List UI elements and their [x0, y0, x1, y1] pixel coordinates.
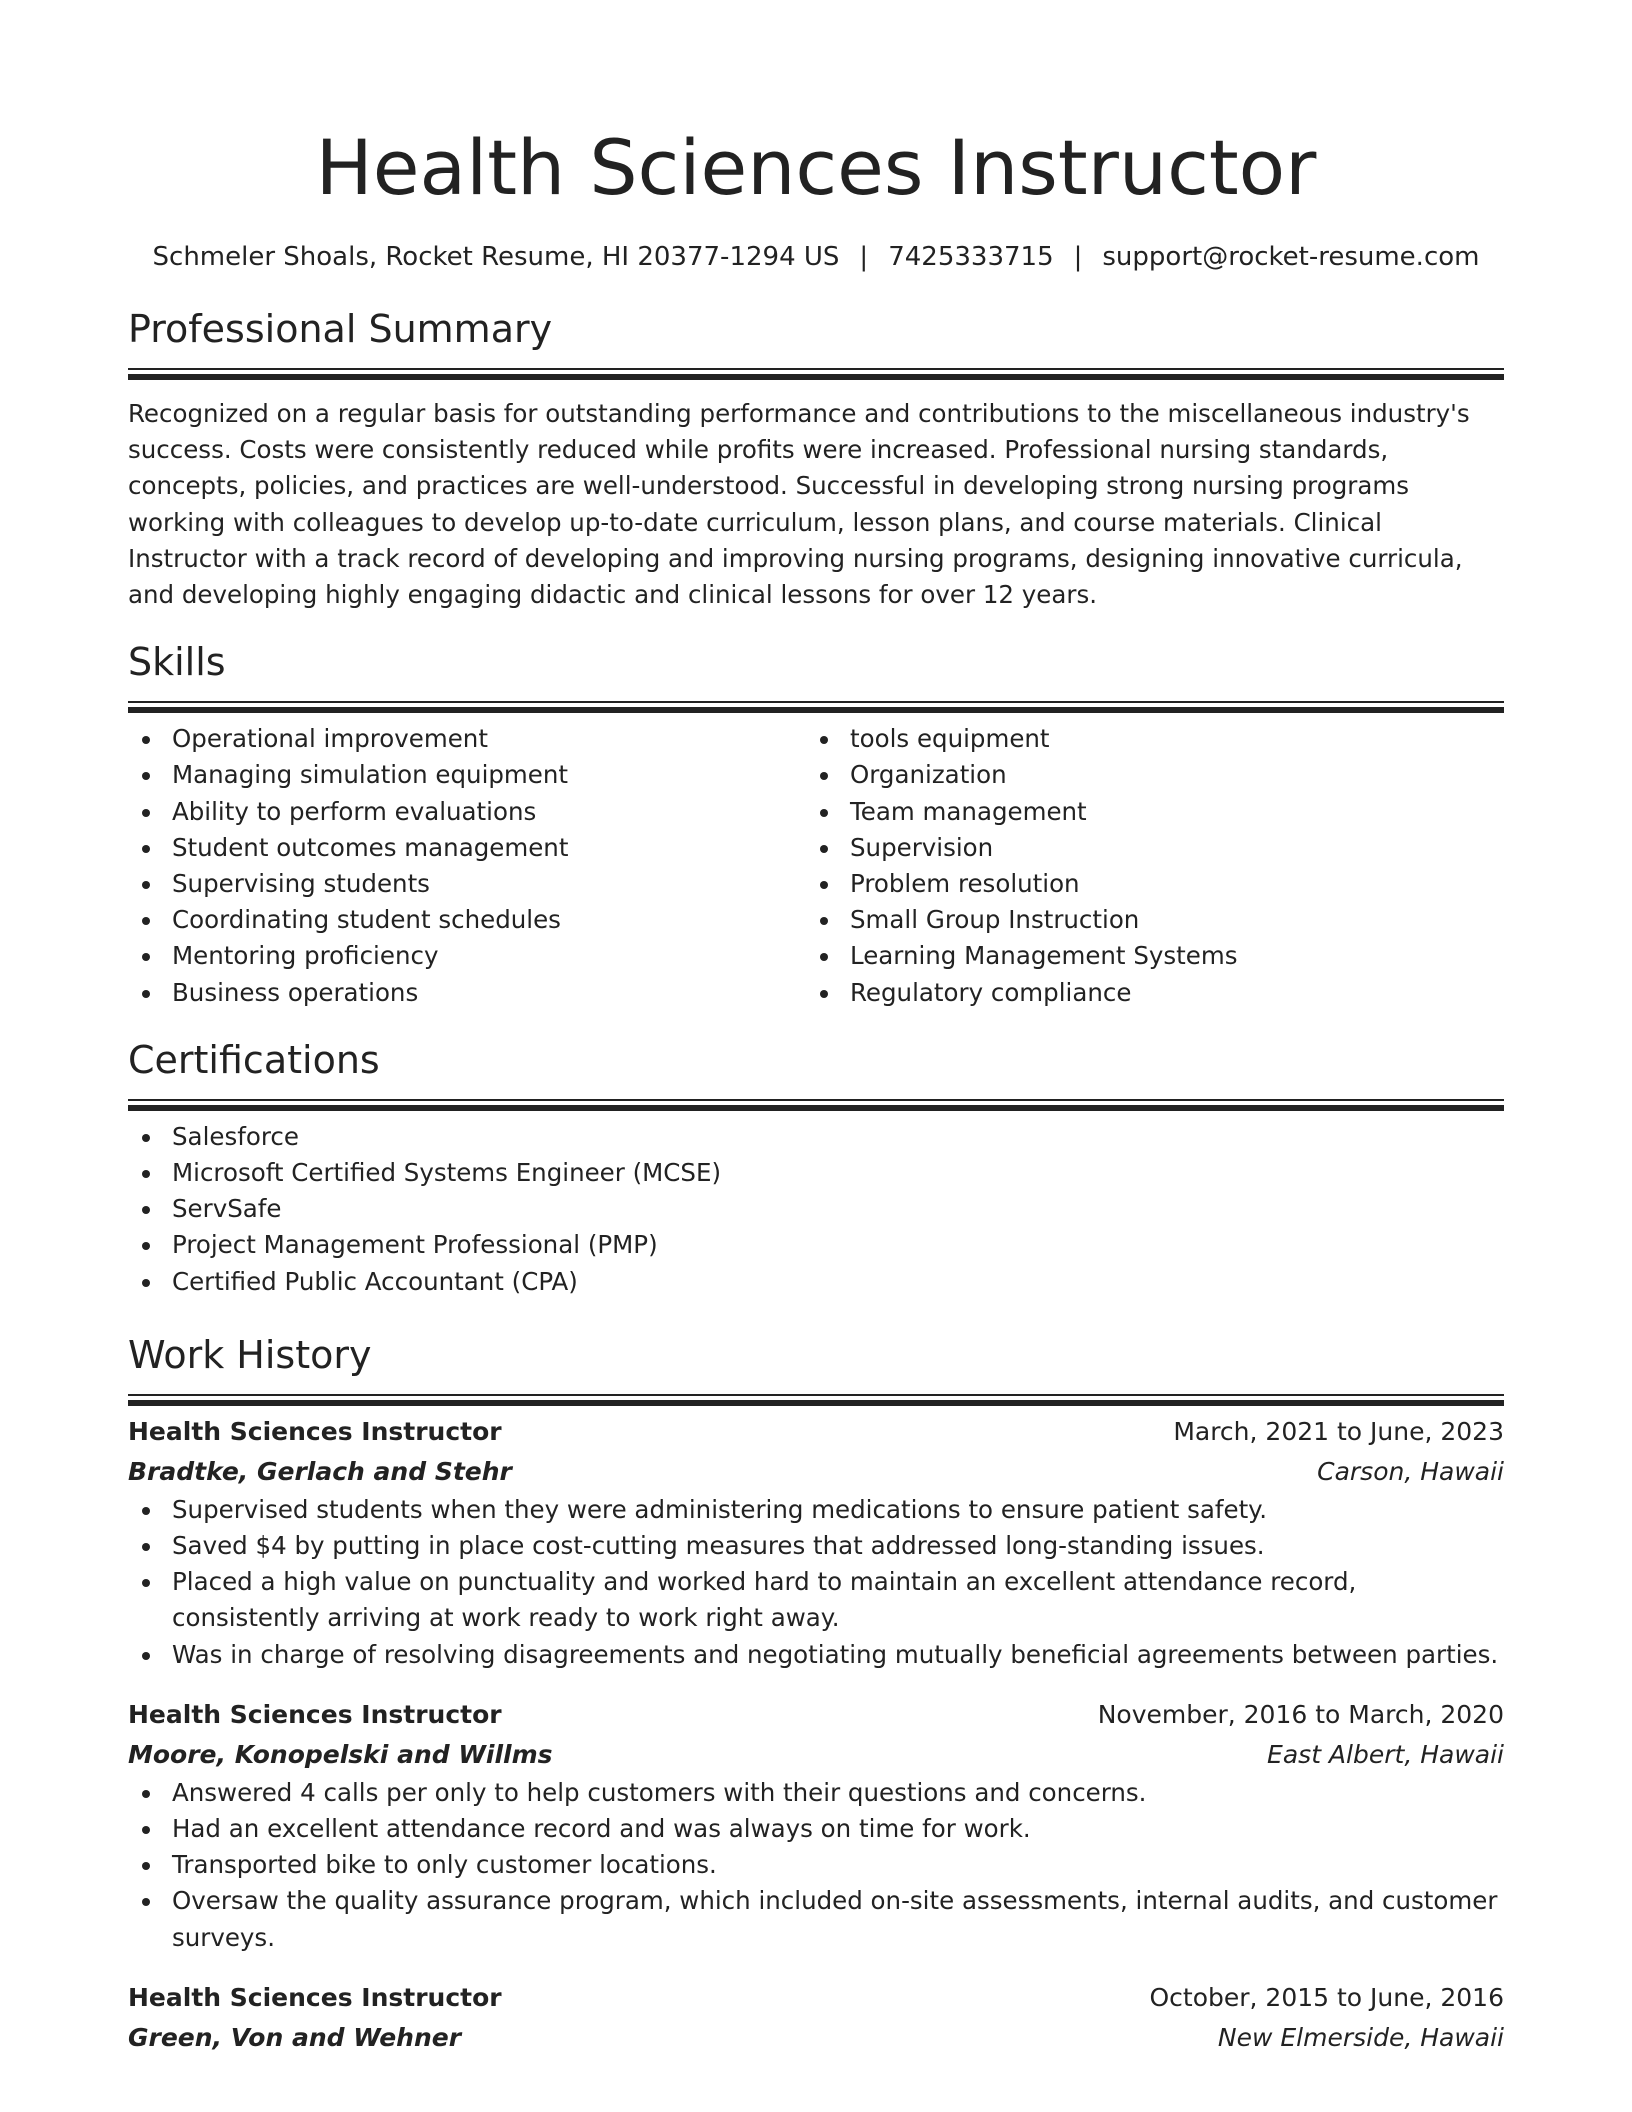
job-entry — [128, 1412, 1504, 1673]
job-dates: November, 2016 to March, 2020 — [1097, 1699, 1504, 1729]
skill-item: Small Group Instruction — [806, 902, 1484, 938]
job-bullet: Had an excellent attendance record and was always on time for work. — [128, 1811, 1504, 1847]
job-company: Moore, Konopelski and Willms — [128, 1739, 553, 1769]
job-bullet: Placed a high value on punctuality and worked hard to maintain an excellent attendance record, consistently arriving at work ready to work right away. — [128, 1564, 1504, 1636]
section-divider — [128, 368, 1504, 370]
certification-item: Project Management Professional (PMP) — [128, 1227, 1504, 1263]
job-bullet: Supervised students when they were administering medications to ensure patient safety. — [128, 1492, 1504, 1528]
summary-text: Recognized on a regular basis for outstanding performance and contributions to the miscellaneous industry's success. Costs were consistently reduced while profits were increased. Professional nursing standards, concepts, policies, and practices are well-understood. Successful in developing strong nursing programs working with colleagues to develop up-to-date curriculum, lesson plans, and course materials. Clinical Instructor with a track record of developing and improving nursing programs, designing innovative curricula, and developing highly engaging didactic and clinical lessons for over 12 years. — [128, 399, 1470, 610]
job-header-row — [128, 1412, 1504, 1452]
section-heading-skills: Skills — [128, 640, 226, 685]
resume-page — [128, 0, 1504, 2058]
skill-item: Learning Management Systems — [806, 938, 1484, 974]
skill-item: Supervising students — [128, 866, 806, 902]
job-dates: October, 2015 to June, 2016 — [1149, 1982, 1504, 2012]
skills-list-right — [806, 721, 1484, 1011]
skill-item: Mentoring proficiency — [128, 938, 806, 974]
job-location: East Albert, Hawaii — [1267, 1739, 1504, 1769]
certification-item: ServSafe — [128, 1191, 1504, 1227]
section-heading-work-history: Work History — [128, 1332, 372, 1377]
contact-separator: | — [1073, 242, 1083, 272]
job-company: Green, Von and Wehner — [128, 2022, 462, 2052]
skill-item: Operational improvement — [128, 721, 806, 757]
job-company-row — [128, 2018, 1504, 2058]
skill-item: Ability to perform evaluations — [128, 794, 806, 830]
job-location: Carson, Hawaii — [1317, 1456, 1504, 1486]
work-history-section — [128, 1330, 1504, 2058]
job-entry — [128, 1978, 1504, 2058]
section-divider — [128, 1099, 1504, 1101]
contact-separator: | — [859, 242, 869, 272]
job-company-row — [128, 1452, 1504, 1492]
certification-item: Microsoft Certified Systems Engineer (MCSE) — [128, 1155, 1504, 1191]
job-entry — [128, 1695, 1504, 1956]
certifications-list — [128, 1119, 1504, 1300]
job-bullet: Was in charge of resolving disagreements and negotiating mutually beneficial agreements between parties. — [128, 1637, 1504, 1673]
job-bullet: Saved $4 by putting in place cost-cutting measures that addressed long-standing issues. — [128, 1528, 1504, 1564]
job-title: Health Sciences Instructor — [128, 1416, 502, 1446]
skill-item: Student outcomes management — [128, 830, 806, 866]
job-location: New Elmerside, Hawaii — [1217, 2022, 1504, 2052]
certification-item: Salesforce — [128, 1119, 1504, 1155]
skill-item: Managing simulation equipment — [128, 757, 806, 793]
skill-item: Supervision — [806, 830, 1484, 866]
resume-title: Health Sciences Instructor — [315, 123, 1317, 212]
section-heading-certifications: Certifications — [128, 1037, 380, 1082]
skill-item: tools equipment — [806, 721, 1484, 757]
skill-item: Business operations — [128, 975, 806, 1011]
skill-item: Regulatory compliance — [806, 975, 1484, 1011]
contact-line — [128, 240, 1504, 274]
job-title: Health Sciences Instructor — [128, 1699, 502, 1729]
skills-column-left — [128, 721, 806, 1011]
job-header-row — [128, 1978, 1504, 2018]
skill-item: Coordinating student schedules — [128, 902, 806, 938]
section-divider — [128, 1394, 1504, 1396]
summary-section — [128, 304, 1504, 613]
job-header-row — [128, 1695, 1504, 1735]
skill-item: Problem resolution — [806, 866, 1484, 902]
job-bullet: Transported bike to only customer locations. — [128, 1847, 1504, 1883]
section-heading-summary: Professional Summary — [128, 307, 553, 351]
skill-item: Team management — [806, 794, 1484, 830]
contact-phone: 7425333715 — [888, 242, 1054, 272]
job-company-row — [128, 1735, 1504, 1775]
job-bullet: Answered 4 calls per only to help customers with their questions and concerns. — [128, 1775, 1504, 1811]
certification-item: Certified Public Accountant (CPA) — [128, 1264, 1504, 1300]
job-title: Health Sciences Instructor — [128, 1982, 502, 2012]
skills-list-left — [128, 721, 806, 1011]
job-dates: March, 2021 to June, 2023 — [1173, 1416, 1504, 1446]
job-company: Bradtke, Gerlach and Stehr — [128, 1456, 512, 1486]
skill-item: Organization — [806, 757, 1484, 793]
section-divider — [128, 701, 1504, 703]
job-bullet: Oversaw the quality assurance program, which included on-site assessments, internal audits, and customer surveys. — [128, 1883, 1504, 1955]
contact-email[interactable]: support@rocket-resume.com — [1102, 242, 1480, 272]
job-bullets — [128, 1492, 1504, 1673]
skills-grid — [128, 721, 1504, 1011]
skills-column-right — [806, 721, 1484, 1011]
job-bullets — [128, 1775, 1504, 1956]
skills-section — [128, 637, 1504, 1011]
contact-address: Schmeler Shoals, Rocket Resume, HI 20377-1294 US — [152, 242, 840, 272]
certifications-section — [128, 1035, 1504, 1300]
